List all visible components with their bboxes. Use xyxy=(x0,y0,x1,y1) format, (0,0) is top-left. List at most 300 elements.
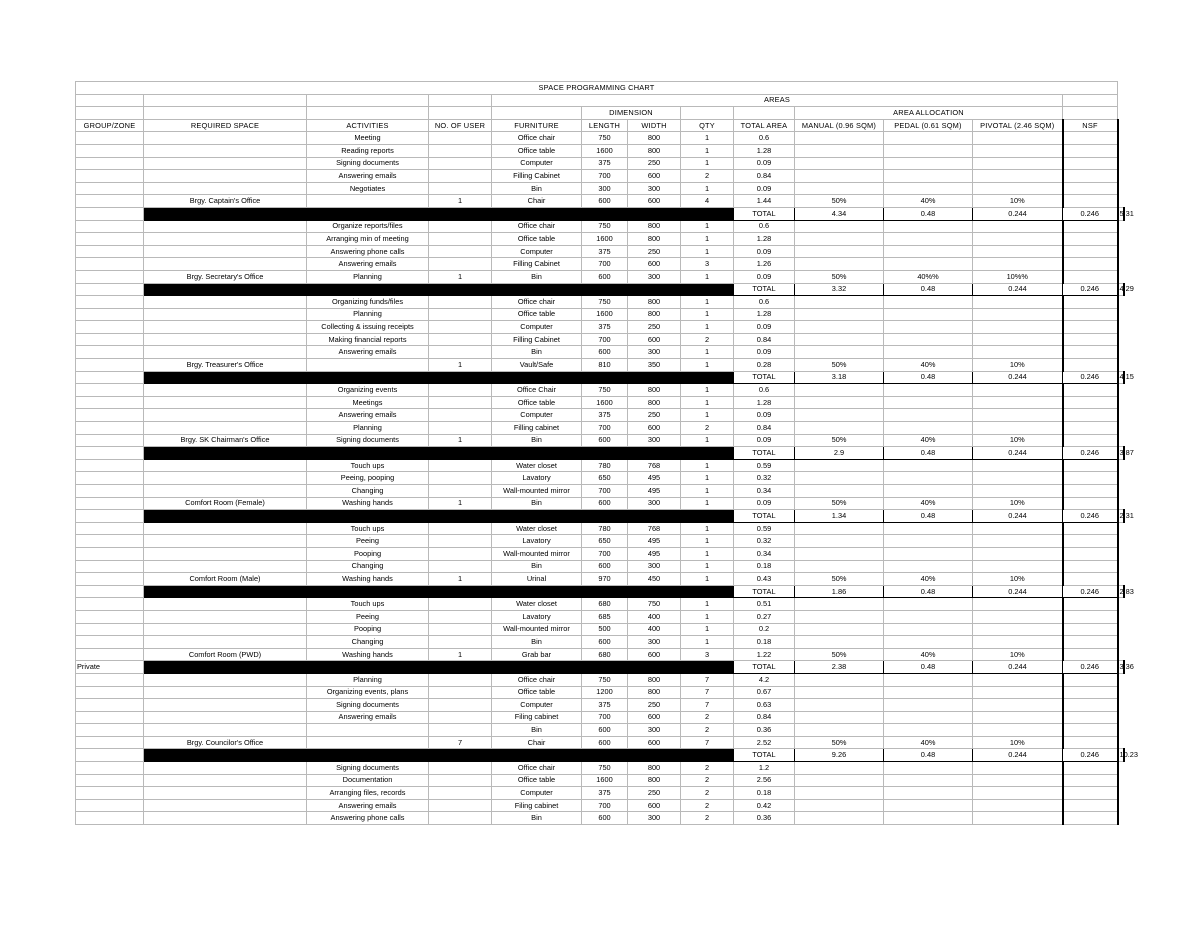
nsf-cell xyxy=(1063,333,1118,346)
qty-cell: 1 xyxy=(681,245,734,258)
nsf-cell xyxy=(1063,321,1118,334)
table-row xyxy=(76,245,1125,258)
total-row xyxy=(76,510,1125,523)
required-space-cell xyxy=(144,333,307,346)
pivotal-alloc-cell xyxy=(973,774,1063,787)
group-zone-cell xyxy=(76,396,144,409)
width-cell: 750 xyxy=(628,598,681,611)
total-area-cell: 0.32 xyxy=(734,472,795,485)
qty-cell: 2 xyxy=(681,787,734,800)
group-zone-cell xyxy=(76,749,144,762)
activity-cell: Planning xyxy=(307,270,429,283)
pedal-alloc-cell xyxy=(884,560,973,573)
required-space-cell xyxy=(144,598,307,611)
group-zone-cell xyxy=(76,610,144,623)
qty-cell: 1 xyxy=(681,547,734,560)
table-row xyxy=(76,132,1125,145)
group-zone-cell xyxy=(76,648,144,661)
separator-bar xyxy=(144,585,734,598)
pedal-alloc-cell xyxy=(884,636,973,649)
users-cell xyxy=(429,233,492,246)
table-row xyxy=(76,787,1125,800)
activity-cell: Organizing events xyxy=(307,384,429,397)
pivotal-alloc-cell xyxy=(973,535,1063,548)
length-cell: 375 xyxy=(582,787,628,800)
group-zone-cell xyxy=(76,422,144,435)
users-cell xyxy=(429,333,492,346)
length-cell: 600 xyxy=(582,497,628,510)
required-space-cell: Brgy. Captain's Office xyxy=(144,195,307,208)
activity-cell: Collecting & issuing receipts xyxy=(307,321,429,334)
pedal-alloc-cell xyxy=(884,699,973,712)
length-cell: 600 xyxy=(582,736,628,749)
nsf-value: 2.31 xyxy=(1118,510,1125,523)
width-cell: 600 xyxy=(628,422,681,435)
group-zone-cell xyxy=(76,220,144,233)
group-zone-cell xyxy=(76,812,144,825)
furniture-cell: Lavatory xyxy=(492,535,582,548)
length-cell: 600 xyxy=(582,195,628,208)
qty-cell: 1 xyxy=(681,610,734,623)
group-zone-cell xyxy=(76,384,144,397)
furniture-cell: Water closet xyxy=(492,459,582,472)
pedal-alloc-cell xyxy=(884,547,973,560)
furniture-cell: Bin xyxy=(492,812,582,825)
length-cell: 600 xyxy=(582,812,628,825)
qty-cell: 2 xyxy=(681,711,734,724)
qty-cell: 1 xyxy=(681,359,734,372)
table-row xyxy=(76,648,1125,661)
table-row xyxy=(76,233,1125,246)
users-cell xyxy=(429,346,492,359)
header-activities: ACTIVITIES xyxy=(307,119,429,132)
furniture-cell: Wall-mounted mirror xyxy=(492,623,582,636)
group-zone-cell xyxy=(76,245,144,258)
pivotal-alloc-cell xyxy=(973,636,1063,649)
manual-alloc-cell xyxy=(795,245,884,258)
nsf-cell xyxy=(1063,422,1118,435)
length-cell: 750 xyxy=(582,384,628,397)
required-space-cell xyxy=(144,245,307,258)
qty-cell: 1 xyxy=(681,573,734,586)
length-cell: 375 xyxy=(582,245,628,258)
table-row xyxy=(76,522,1125,535)
users-cell xyxy=(429,245,492,258)
furniture-cell: Grab bar xyxy=(492,648,582,661)
total-label-cell: TOTAL xyxy=(734,510,795,523)
manual-alloc-cell xyxy=(795,346,884,359)
pedal-alloc-cell xyxy=(884,472,973,485)
table-row xyxy=(76,459,1125,472)
qty-cell: 1 xyxy=(681,321,734,334)
width-cell: 600 xyxy=(628,170,681,183)
manual-alloc-cell xyxy=(795,522,884,535)
furniture-cell: Office table xyxy=(492,144,582,157)
manual-alloc-cell xyxy=(795,132,884,145)
manual-alloc-cell xyxy=(795,560,884,573)
activity-cell: Signing documents xyxy=(307,434,429,447)
pedal-total-value: 0.244 xyxy=(973,510,1063,523)
table-row xyxy=(76,812,1125,825)
width-cell: 768 xyxy=(628,522,681,535)
required-space-cell xyxy=(144,686,307,699)
group-zone-cell xyxy=(76,283,144,296)
length-cell: 1600 xyxy=(582,308,628,321)
length-cell: 700 xyxy=(582,799,628,812)
length-cell: 750 xyxy=(582,673,628,686)
qty-cell: 2 xyxy=(681,724,734,737)
qty-cell: 2 xyxy=(681,170,734,183)
nsf-cell xyxy=(1063,308,1118,321)
total-label-cell: TOTAL xyxy=(734,371,795,384)
table-row xyxy=(76,384,1125,397)
length-cell: 700 xyxy=(582,547,628,560)
users-cell xyxy=(429,799,492,812)
length-cell: 810 xyxy=(582,359,628,372)
manual-total-value: 0.48 xyxy=(884,447,973,460)
required-space-cell xyxy=(144,384,307,397)
pedal-alloc-cell xyxy=(884,598,973,611)
total-area-value: 1.34 xyxy=(795,510,884,523)
qty-cell: 1 xyxy=(681,308,734,321)
pedal-alloc-cell xyxy=(884,686,973,699)
activity-cell: Answering emails xyxy=(307,409,429,422)
pivotal-alloc-cell xyxy=(973,258,1063,271)
users-cell xyxy=(429,547,492,560)
total-area-cell: 0.51 xyxy=(734,598,795,611)
manual-alloc-cell xyxy=(795,422,884,435)
activity-cell: Touch ups xyxy=(307,459,429,472)
furniture-cell: Computer xyxy=(492,699,582,712)
total-area-value: 2.38 xyxy=(795,661,884,674)
length-cell: 650 xyxy=(582,472,628,485)
furniture-cell: Office chair xyxy=(492,220,582,233)
pedal-total-value: 0.244 xyxy=(973,749,1063,762)
qty-cell: 1 xyxy=(681,497,734,510)
header-dimension: DIMENSION xyxy=(582,107,681,120)
required-space-cell xyxy=(144,673,307,686)
furniture-cell: Bin xyxy=(492,560,582,573)
total-row xyxy=(76,749,1125,762)
total-row xyxy=(76,447,1125,460)
total-area-cell: 0.09 xyxy=(734,434,795,447)
pivotal-alloc-cell: 10% xyxy=(973,434,1063,447)
table-row xyxy=(76,485,1125,498)
nsf-value: 4.29 xyxy=(1118,283,1125,296)
users-cell xyxy=(429,787,492,800)
length-cell: 700 xyxy=(582,485,628,498)
length-cell: 680 xyxy=(582,598,628,611)
pedal-alloc-cell xyxy=(884,346,973,359)
total-area-cell: 0.36 xyxy=(734,724,795,737)
pivotal-alloc-cell xyxy=(973,132,1063,145)
nsf-cell xyxy=(1063,245,1118,258)
group-zone-cell xyxy=(76,258,144,271)
pivotal-alloc-cell xyxy=(973,560,1063,573)
total-area-cell: 0.18 xyxy=(734,787,795,800)
pedal-alloc-cell xyxy=(884,623,973,636)
manual-alloc-cell xyxy=(795,711,884,724)
total-area-value: 3.18 xyxy=(795,371,884,384)
pivotal-alloc-cell xyxy=(973,157,1063,170)
pivotal-alloc-cell xyxy=(973,547,1063,560)
nsf-cell xyxy=(1063,573,1118,586)
furniture-cell: Vault/Safe xyxy=(492,359,582,372)
group-zone-cell xyxy=(76,699,144,712)
manual-alloc-cell xyxy=(795,686,884,699)
total-area-cell: 2.56 xyxy=(734,774,795,787)
manual-alloc-cell xyxy=(795,623,884,636)
width-cell: 495 xyxy=(628,547,681,560)
width-cell: 800 xyxy=(628,220,681,233)
pivotal-total-value: 0.246 xyxy=(1063,207,1118,220)
pedal-total-value: 0.244 xyxy=(973,207,1063,220)
group-zone-cell xyxy=(76,182,144,195)
pedal-total-value: 0.244 xyxy=(973,585,1063,598)
group-zone-cell xyxy=(76,535,144,548)
nsf-cell xyxy=(1063,359,1118,372)
header-pivotal: PIVOTAL (2.46 SQM) xyxy=(973,119,1063,132)
width-cell: 450 xyxy=(628,573,681,586)
length-cell: 650 xyxy=(582,535,628,548)
qty-cell: 1 xyxy=(681,409,734,422)
qty-cell: 1 xyxy=(681,182,734,195)
length-cell: 700 xyxy=(582,711,628,724)
space-programming-table xyxy=(75,81,1138,825)
width-cell: 250 xyxy=(628,787,681,800)
group-zone-cell xyxy=(76,598,144,611)
nsf-cell xyxy=(1063,409,1118,422)
pedal-alloc-cell xyxy=(884,485,973,498)
activity-cell: Washing hands xyxy=(307,648,429,661)
manual-alloc-cell xyxy=(795,144,884,157)
pivotal-alloc-cell xyxy=(973,346,1063,359)
manual-alloc-cell xyxy=(795,699,884,712)
manual-alloc-cell xyxy=(795,636,884,649)
length-cell: 375 xyxy=(582,157,628,170)
header-length: LENGTH xyxy=(582,119,628,132)
users-cell xyxy=(429,459,492,472)
furniture-cell: Office table xyxy=(492,686,582,699)
nsf-cell xyxy=(1063,459,1118,472)
total-area-cell: 0.59 xyxy=(734,459,795,472)
qty-cell: 1 xyxy=(681,485,734,498)
users-cell xyxy=(429,623,492,636)
group-zone-cell xyxy=(76,270,144,283)
furniture-cell: Chair xyxy=(492,736,582,749)
total-row xyxy=(76,371,1125,384)
group-zone-cell xyxy=(76,724,144,737)
qty-cell: 1 xyxy=(681,396,734,409)
total-area-value: 3.32 xyxy=(795,283,884,296)
width-cell: 800 xyxy=(628,384,681,397)
nsf-cell xyxy=(1063,535,1118,548)
activity-cell: Changing xyxy=(307,560,429,573)
pedal-alloc-cell: 40% xyxy=(884,573,973,586)
pedal-alloc-cell xyxy=(884,144,973,157)
separator-bar xyxy=(144,510,734,523)
length-cell: 1200 xyxy=(582,686,628,699)
width-cell: 800 xyxy=(628,296,681,309)
pedal-alloc-cell xyxy=(884,774,973,787)
users-cell xyxy=(429,308,492,321)
users-cell xyxy=(429,296,492,309)
group-zone-cell xyxy=(76,144,144,157)
nsf-value: 5.31 xyxy=(1118,207,1125,220)
group-zone-cell xyxy=(76,485,144,498)
width-cell: 800 xyxy=(628,396,681,409)
pivotal-alloc-cell xyxy=(973,245,1063,258)
total-area-cell: 1.28 xyxy=(734,233,795,246)
nsf-cell xyxy=(1063,623,1118,636)
required-space-cell: Brgy. Treasurer's Office xyxy=(144,359,307,372)
required-space-cell xyxy=(144,308,307,321)
length-cell: 700 xyxy=(582,170,628,183)
nsf-value: 4.15 xyxy=(1118,371,1125,384)
width-cell: 300 xyxy=(628,270,681,283)
pedal-alloc-cell xyxy=(884,409,973,422)
manual-total-value: 0.48 xyxy=(884,749,973,762)
pedal-alloc-cell: 40% xyxy=(884,359,973,372)
nsf-cell xyxy=(1063,233,1118,246)
activity-cell: Washing hands xyxy=(307,573,429,586)
total-label-cell: TOTAL xyxy=(734,447,795,460)
width-cell: 250 xyxy=(628,245,681,258)
pedal-alloc-cell xyxy=(884,220,973,233)
furniture-cell: Computer xyxy=(492,321,582,334)
table-row xyxy=(76,762,1125,775)
nsf-cell xyxy=(1063,182,1118,195)
header-manual: MANUAL (0.96 SQM) xyxy=(795,119,884,132)
group-zone-cell xyxy=(76,132,144,145)
nsf-cell xyxy=(1063,195,1118,208)
width-cell: 400 xyxy=(628,623,681,636)
pedal-alloc-cell xyxy=(884,711,973,724)
separator-bar xyxy=(144,207,734,220)
manual-alloc-cell xyxy=(795,547,884,560)
qty-cell: 2 xyxy=(681,333,734,346)
required-space-cell xyxy=(144,144,307,157)
table-row xyxy=(76,610,1125,623)
pivotal-alloc-cell xyxy=(973,220,1063,233)
manual-alloc-cell xyxy=(795,485,884,498)
activity-cell: Planning xyxy=(307,422,429,435)
users-cell xyxy=(429,673,492,686)
nsf-cell xyxy=(1063,497,1118,510)
pedal-alloc-cell xyxy=(884,396,973,409)
activity-cell: Signing documents xyxy=(307,157,429,170)
manual-alloc-cell: 50% xyxy=(795,648,884,661)
total-area-cell: 0.6 xyxy=(734,132,795,145)
width-cell: 495 xyxy=(628,485,681,498)
users-cell: 1 xyxy=(429,497,492,510)
separator-bar xyxy=(144,371,734,384)
qty-cell: 1 xyxy=(681,296,734,309)
activity-cell: Answering phone calls xyxy=(307,812,429,825)
total-area-cell: 0.6 xyxy=(734,220,795,233)
activity-cell: Peeing, pooping xyxy=(307,472,429,485)
group-zone-cell xyxy=(76,799,144,812)
activity-cell: Arranging min of meeting xyxy=(307,233,429,246)
table-row xyxy=(76,144,1125,157)
total-area-cell: 0.09 xyxy=(734,182,795,195)
nsf-cell xyxy=(1063,686,1118,699)
total-area-cell: 1.22 xyxy=(734,648,795,661)
furniture-cell: Office table xyxy=(492,233,582,246)
total-label-cell: TOTAL xyxy=(734,661,795,674)
width-cell: 300 xyxy=(628,724,681,737)
nsf-value: 3.87 xyxy=(1118,447,1125,460)
pedal-alloc-cell xyxy=(884,522,973,535)
pivotal-alloc-cell xyxy=(973,182,1063,195)
required-space-cell xyxy=(144,233,307,246)
total-area-cell: 4.2 xyxy=(734,673,795,686)
activity-cell: Pooping xyxy=(307,623,429,636)
manual-alloc-cell xyxy=(795,787,884,800)
pivotal-alloc-cell xyxy=(973,699,1063,712)
group-zone-cell xyxy=(76,447,144,460)
group-zone-cell xyxy=(76,547,144,560)
total-area-cell: 0.42 xyxy=(734,799,795,812)
table-row xyxy=(76,182,1125,195)
group-zone-cell xyxy=(76,321,144,334)
pedal-alloc-cell xyxy=(884,459,973,472)
length-cell: 600 xyxy=(582,560,628,573)
pedal-alloc-cell xyxy=(884,799,973,812)
length-cell: 780 xyxy=(582,522,628,535)
total-area-cell: 0.34 xyxy=(734,485,795,498)
group-zone-cell xyxy=(76,636,144,649)
nsf-cell xyxy=(1063,258,1118,271)
pivotal-alloc-cell xyxy=(973,396,1063,409)
total-area-cell: 0.09 xyxy=(734,346,795,359)
nsf-cell xyxy=(1063,144,1118,157)
required-space-cell: Brgy. SK Chairman's Office xyxy=(144,434,307,447)
manual-alloc-cell xyxy=(795,812,884,825)
group-zone-cell xyxy=(76,711,144,724)
width-cell: 300 xyxy=(628,497,681,510)
users-cell xyxy=(429,132,492,145)
table-row xyxy=(76,547,1125,560)
activity-cell: Signing documents xyxy=(307,762,429,775)
pedal-alloc-cell xyxy=(884,384,973,397)
nsf-value: 3.36 xyxy=(1118,661,1125,674)
total-area-cell: 0.27 xyxy=(734,610,795,623)
pedal-alloc-cell xyxy=(884,724,973,737)
pivotal-alloc-cell xyxy=(973,598,1063,611)
nsf-cell xyxy=(1063,547,1118,560)
total-area-cell: 1.28 xyxy=(734,396,795,409)
width-cell: 800 xyxy=(628,233,681,246)
qty-cell: 1 xyxy=(681,233,734,246)
pivotal-alloc-cell xyxy=(973,787,1063,800)
group-zone-cell xyxy=(76,573,144,586)
users-cell xyxy=(429,157,492,170)
users-cell xyxy=(429,485,492,498)
pedal-alloc-cell: 40% xyxy=(884,434,973,447)
pivotal-alloc-cell xyxy=(973,384,1063,397)
furniture-cell: Water closet xyxy=(492,522,582,535)
pivotal-alloc-cell: 10% xyxy=(973,573,1063,586)
required-space-cell xyxy=(144,774,307,787)
pedal-alloc-cell: 40% xyxy=(884,648,973,661)
activity-cell xyxy=(307,359,429,372)
manual-alloc-cell xyxy=(795,384,884,397)
length-cell: 375 xyxy=(582,321,628,334)
total-area-cell: 0.28 xyxy=(734,359,795,372)
manual-total-value: 0.48 xyxy=(884,661,973,674)
required-space-cell: Comfort Room (Male) xyxy=(144,573,307,586)
